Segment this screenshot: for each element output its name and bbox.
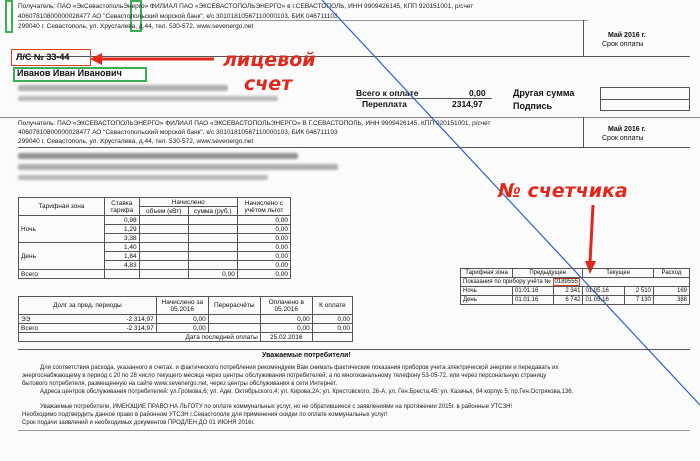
meter-arrow-red-icon bbox=[585, 203, 599, 275]
divider bbox=[18, 430, 690, 431]
table-row bbox=[19, 315, 353, 324]
date-cell: 01.01.16 bbox=[513, 296, 554, 305]
header-paid: Оплачено в 05.2016 bbox=[260, 297, 312, 315]
sum-cell bbox=[188, 216, 237, 225]
address-line: 299040 г. Севастополь, ул. Хрусталева, д.44, тел. 530-572, www.sevenergo.net bbox=[18, 23, 254, 30]
header-rate: Ставка тарифа bbox=[104, 198, 139, 216]
rate-cell: 1,29 bbox=[104, 225, 139, 234]
sum-cell bbox=[188, 252, 237, 261]
total-label: Всего к оплате bbox=[356, 88, 419, 98]
value-cell: 6 742 bbox=[554, 296, 583, 305]
meter-number: 0189555 bbox=[554, 279, 578, 285]
table-row bbox=[19, 216, 291, 225]
usage-cell: 388 bbox=[653, 296, 689, 305]
meter-annotation: № счетчика bbox=[498, 180, 628, 202]
address-line: 299040 г. Севастополь, ул. Хрусталева, д.44, тел. 530-572, www.sevenergo.net bbox=[18, 138, 254, 145]
notice-paragraph: бытового потребителя, размещенную на сайте www.sevenergo.net, через центры обслуживания в сети Интернет. bbox=[22, 381, 338, 387]
table-row bbox=[461, 287, 690, 296]
other-sum-label: Другая сумма bbox=[513, 88, 575, 98]
total-sum-cell: 0,00 bbox=[188, 270, 237, 279]
header-sum: сумма (руб.) bbox=[188, 207, 237, 216]
date-cell: 01.01.16 bbox=[513, 287, 554, 296]
sum-cell bbox=[188, 261, 237, 270]
empty-cell bbox=[139, 270, 188, 279]
notice-paragraph: Для соответствия расхода, указанного в счетах, и фактического потребления рекомендуем Вам снимать фактические показания приборов учета электрической энергии и передавать их bbox=[40, 365, 559, 371]
charged-cell: 0,00 bbox=[156, 324, 208, 333]
date-cell: 01.05.16 bbox=[583, 287, 624, 296]
customer-name: Иванов Иван Иванович bbox=[17, 68, 122, 78]
notice-title: Уважаемые потребители! bbox=[262, 352, 351, 359]
zone-cell: Ночь bbox=[461, 287, 513, 296]
paid-cell: 0,00 bbox=[260, 324, 312, 333]
last-payment-date: 25.02.2016 bbox=[260, 333, 312, 342]
discount-cell: 0,00 bbox=[237, 234, 290, 243]
recipient-line: Получатель: ПАО «ЭКСЕВАСТОПОЛЬЭНЕРГО» ФИЛИАЛ ПАО «ЭКСЕВАСТОПОЛЬЭНЕРГО» В Г.СЕВАСТОПОЛЬ, ИНН 9909426145, КПП 920151001, р/счет bbox=[18, 120, 491, 127]
debt-table bbox=[18, 296, 353, 342]
sum-cell bbox=[188, 225, 237, 234]
table-row bbox=[461, 296, 690, 305]
header-zone: Тарифная зона bbox=[19, 198, 105, 216]
value-cell: 7 130 bbox=[624, 296, 653, 305]
header-charged: Начислено за 05.2016 bbox=[156, 297, 208, 315]
rate-cell: 1,84 bbox=[104, 252, 139, 261]
row-label: Всего bbox=[19, 324, 74, 333]
discount-cell: 0,00 bbox=[237, 225, 290, 234]
overpay-value: 2314,97 bbox=[452, 99, 483, 109]
notice-paragraph: Срок подачи заявлений и необходимых документов ПРОДЛЕН ДО 01 ИЮНЯ 2016г. bbox=[22, 420, 255, 426]
due-label: Срок оплаты bbox=[602, 135, 644, 142]
discount-cell: 0,00 bbox=[237, 252, 290, 261]
overpay-label: Переплата bbox=[362, 99, 407, 109]
notice-paragraph: энергоснабжающему в период с 20 по 28 число текущего месяца через центры обслуживания потребителей, а по многоканальному телефону 53-05-72, или через персональную страницу bbox=[22, 373, 547, 379]
date-cell: 01.05.16 bbox=[583, 296, 624, 305]
tariff-table bbox=[18, 197, 291, 279]
header-discount: Начислено с учётом льгот bbox=[237, 198, 290, 216]
recalc-cell bbox=[208, 324, 260, 333]
value-cell: 2 510 bbox=[624, 287, 653, 296]
header-recalc: Перерасчёты bbox=[208, 297, 260, 315]
sum-cell bbox=[188, 243, 237, 252]
volume-cell bbox=[139, 234, 188, 243]
header-zone: Тарифная зона bbox=[461, 269, 513, 278]
recalc-cell bbox=[208, 315, 260, 324]
volume-cell bbox=[139, 225, 188, 234]
volume-cell bbox=[139, 243, 188, 252]
discount-cell: 0,00 bbox=[237, 216, 290, 225]
paid-cell: 0,00 bbox=[260, 315, 312, 324]
rate-cell: 0,98 bbox=[104, 216, 139, 225]
sum-cell bbox=[188, 234, 237, 243]
header-curr: Текущее bbox=[583, 269, 653, 278]
empty-cell bbox=[312, 333, 352, 342]
discount-cell: 0,00 bbox=[237, 243, 290, 252]
empty-cell bbox=[104, 270, 139, 279]
table-total-row bbox=[19, 270, 291, 279]
rate-cell: 3,38 bbox=[104, 234, 139, 243]
volume-cell bbox=[139, 252, 188, 261]
notice-paragraph: Необходимо подтвердить данное право в районном УТСЗН г.Севастополе для применения скидки по оплате коммунальных услуг! bbox=[22, 412, 388, 418]
due-label: Срок оплаты bbox=[602, 41, 644, 48]
account-annotation: лицевой bbox=[223, 49, 316, 71]
to-pay-cell: 0,00 bbox=[312, 315, 352, 324]
total-discount-cell: 0,00 bbox=[237, 270, 290, 279]
header-charged: Начислено bbox=[139, 198, 237, 207]
total-value: 0,00 bbox=[469, 88, 486, 98]
divider bbox=[18, 349, 690, 350]
header-debt: Долг за пред. периоды bbox=[19, 297, 157, 315]
period-label: Май 2016 г. bbox=[608, 32, 646, 39]
usage-cell: 169 bbox=[653, 287, 689, 296]
discount-cell: 0,00 bbox=[237, 261, 290, 270]
table-total-row bbox=[19, 324, 353, 333]
notice-paragraph: Адреса центров обслуживания потребителей: ул.Громова,6; ул. Адм. Октябрьского,4; ул. Кирова,2А; ул. Крестовского, 26-А; ул. Ген.Бреста,45; ул. Казачья, 84 корпус 5; пр.Ген.Острякова,136. bbox=[40, 389, 574, 395]
account-annotation: счет bbox=[244, 73, 293, 95]
debt-cell: -2 314,97 bbox=[74, 324, 156, 333]
rate-cell: 4,83 bbox=[104, 261, 139, 270]
zone-cell: День bbox=[461, 296, 513, 305]
period-label: Май 2016 г. bbox=[608, 126, 646, 133]
zone-cell: Ночь bbox=[19, 216, 105, 243]
meter-label: Показания по прибору учёта № bbox=[463, 279, 551, 285]
rate-cell: 1,40 bbox=[104, 243, 139, 252]
volume-cell bbox=[139, 216, 188, 225]
account-number: Л/С № 33-44 bbox=[16, 52, 70, 62]
header-volume: объем (кВт) bbox=[139, 207, 188, 216]
row-label: ЭЭ bbox=[19, 315, 74, 324]
recipient-line: Получатель: ПАО «ЭкСевастопольЭнерго» ФИЛИАЛ ПАО «ЭКСЕВАСТОПОЛЬЭНЕРГО» в г.СЕВАСТОПОЛЬ, ИНН 9909426145, КПП 920151001, р/счет bbox=[18, 3, 474, 10]
signature-label: Подпись bbox=[513, 101, 553, 111]
meter-label-row bbox=[461, 278, 690, 287]
bank-line: 40607810800000028477 АО "Севастопольский морской банк", к/с 30101810567110000103, БИК 046711103 bbox=[18, 129, 338, 136]
charged-cell: 0,00 bbox=[156, 315, 208, 324]
value-cell: 2 341 bbox=[554, 287, 583, 296]
volume-cell bbox=[139, 261, 188, 270]
meter-table bbox=[460, 268, 690, 305]
last-payment-label: Дата последней оплаты bbox=[19, 333, 261, 342]
debt-cell: -2 314,97 bbox=[74, 315, 156, 324]
bank-line: 40607810800000028477 АО "Севастопольский морской банк", к/с 30101810567110000103, БИК 046711103 bbox=[18, 13, 338, 20]
header-prev: Предыдущее bbox=[513, 269, 583, 278]
zone-cell: День bbox=[19, 243, 105, 270]
header-usage: Расход bbox=[653, 269, 689, 278]
total-label: Всего bbox=[19, 270, 105, 279]
to-pay-cell: 0,00 bbox=[312, 324, 352, 333]
notice-paragraph: Уважаемые потребители, ИМЕЮЩИЕ ПРАВО НА ЛЬГОТУ по оплате коммунальных услуг, но не обратившиеся с заявлениями на протяжении 2015г. в районные УТСЗН! bbox=[40, 404, 513, 410]
header-to-pay: К оплате bbox=[312, 297, 352, 315]
table-row bbox=[19, 243, 291, 252]
